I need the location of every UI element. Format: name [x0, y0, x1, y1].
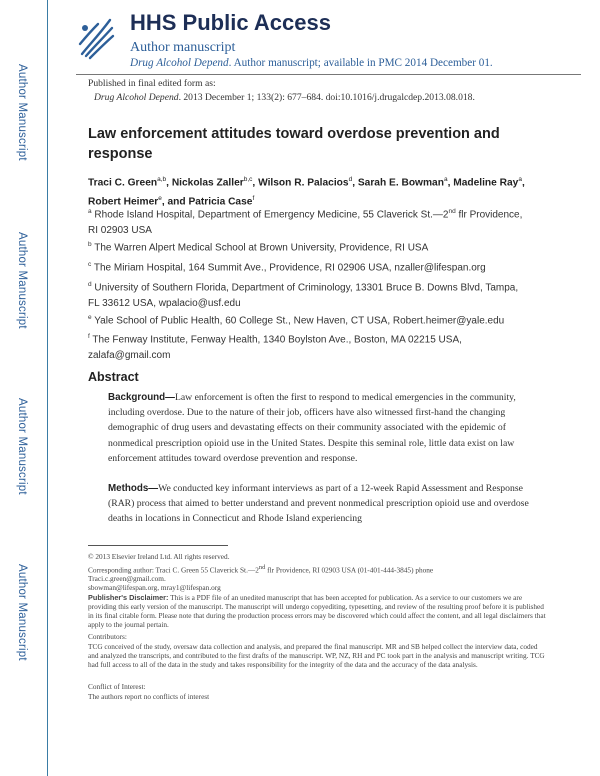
corresponding-author: Corresponding author: Traci C. Green 55 Claverick St.—2nd flr Providence, RI 02903 USA (01-401-444-3845) phone Traci.c.green@gmail.com. sbowman@lifespan.org, mray1@lifespan.org — [88, 564, 434, 593]
affiliation: $^d$ University of Southern Florida, Department of Criminology, 13301 Bruce B. Downs Blvd, Tampa, FL 33612 USA, wpalacio@usf.edu — [88, 281, 519, 309]
side-label-author-manuscript: Author Manuscript — [16, 564, 28, 661]
abstract-heading: Abstract — [88, 370, 139, 384]
publisher-disclaimer: Publisher's Disclaimer: This is a PDF file of an unedited manuscript that has been accepted for publication. As a service to our customers we are providing this early version of the manuscript. The manuscript will undergo copyediting, typesetting, and review of the resulting proof before it is published in its final citable form. Please note that during the production process errors may be discovered which could affect the content, and all legal disclaimers that apply to the journal pertain. — [88, 593, 546, 629]
availability-note: . Author manuscript; available in PMC 2014 December 01. — [228, 57, 493, 69]
publication-details — [94, 92, 475, 103]
journal-name: Drug Alcohol Depend — [94, 92, 179, 103]
author-name: Madeline Ray — [453, 177, 519, 189]
disclaimer-label: Publisher's Disclaimer: — [88, 593, 169, 602]
abstract-background: Background—Law enforcement is often the first to respond to medical emergencies in the community, including overdose. Due to the nature of their job, officers have also witnessed first-hand the changing demographic of drug users and devastating effects on their community associated with the epidemic of nonmedical prescription opioid use in the United States. Despite this seminal role, little data exist on law enforcement attitudes toward overdose prevention and response. — [108, 392, 516, 464]
author-name: Patricia Case — [188, 196, 253, 208]
author-name: Traci C. Green — [88, 177, 158, 189]
affiliation: $^c$ The Miriam Hospital, 164 Summit Ave., Providence, RI 02906 USA, nzaller@lifespan.org — [88, 261, 486, 274]
published-label: Published in final edited form as: — [88, 78, 216, 89]
background-label: Background— — [108, 392, 175, 403]
author-name: Robert Heimer — [88, 196, 159, 208]
methods-label: Methods— — [108, 483, 159, 494]
side-label-author-manuscript: Author Manuscript — [16, 64, 28, 161]
author-name: Wilson R. Palacios — [258, 177, 349, 189]
side-label-author-manuscript: Author Manuscript — [16, 398, 28, 495]
contributors-text: TCG conceived of the study, oversaw data collection and analysis, and prepared the final manuscript. MR and SB helped collect the interview data, coded and analyzed the transcripts, and contributed to the first drafts of the manuscript. WP, NZ, RH and PC took part in the analysis and manuscript writing. TCG had full access to all of the data in the study and takes responsibility for the integrity of the data and the accuracy of the data analysis. — [88, 642, 545, 669]
article-title: Law enforcement attitudes toward overdose prevention and response — [88, 126, 500, 162]
author-list: Traci C. Green$^{a,b}$, Nickolas Zaller$^{b,c}$, Wilson R. Palacios$^d$, Sarah E. Bowman$^a$, Madeline Ray$^a$, Robert Heimer$^e$, and Patricia Case$^f$ — [88, 176, 525, 208]
side-label-author-manuscript: Author Manuscript — [16, 232, 28, 329]
affiliation: $^a$ Rhode Island Hospital, Department of Emergency Medicine, 55 Claverick St.—2nd flr Providence, RI 02903 USA — [88, 208, 523, 236]
conflict-label: Conflict of Interest: — [88, 682, 146, 691]
author-name: Nickolas Zaller — [171, 177, 244, 189]
sidebar-rule — [47, 0, 48, 776]
affiliation: $^e$ Yale School of Public Health, 60 College St., New Haven, CT USA, Robert.heimer@yale.edu — [88, 314, 505, 327]
doi-details: . 2013 December 1; 133(2): 677–684. doi:10.1016/j.drugalcdep.2013.08.018. — [178, 92, 475, 103]
journal-name: Drug Alcohol Depend — [130, 57, 229, 69]
author-name: Sarah E. Bowman — [357, 177, 444, 189]
hhs-eagle-logo-icon — [76, 14, 116, 62]
abstract-methods: Methods—We conducted key informant interviews as part of a 12-week Rapid Assessment and Response (RAR) process that aimed to better understand and prevent nonmedical prescription opioid use and overdose deaths in locations in Connecticut and Rhode Island experiencing — [108, 483, 529, 525]
conflict-text: The authors report no conflicts of interest — [88, 692, 210, 701]
header-subtitle: Author manuscript — [130, 40, 236, 55]
header-citation — [130, 57, 493, 69]
header-divider — [76, 74, 581, 75]
affiliation: $^f$ The Fenway Institute, Fenway Health, 1340 Boylston Ave., Boston, MA 02215 USA, zalafa@gmail.com — [88, 333, 462, 361]
affiliation: $^b$ The Warren Alpert Medical School at Brown University, Providence, RI USA — [88, 241, 429, 254]
header-title: HHS Public Access — [130, 10, 331, 35]
footnote-divider — [88, 545, 228, 546]
contributors-label: Contributors: — [88, 632, 127, 641]
copyright-note: © 2013 Elsevier Ireland Ltd. All rights reserved. — [88, 552, 230, 561]
